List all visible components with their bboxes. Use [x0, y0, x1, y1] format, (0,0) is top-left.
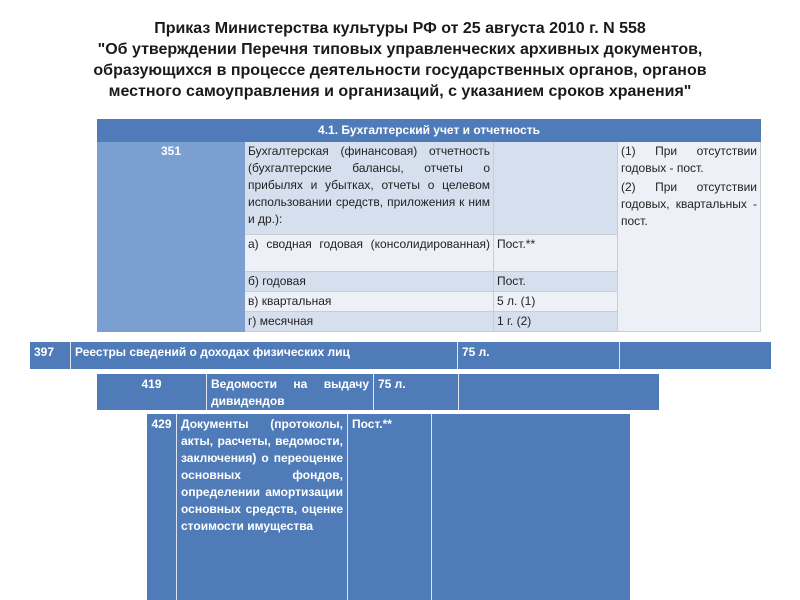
row-monthly-label: г) месячная — [245, 312, 494, 332]
page-title — [20, 18, 780, 102]
title-line-3: образующихся в процессе деятельности государственных органов, органов — [93, 62, 707, 79]
row-419-number: 419 — [97, 374, 207, 410]
row-consolidated-label: а) сводная годовая (консолидированная) — [245, 235, 494, 272]
row-419 — [97, 374, 659, 410]
row-397-term: 75 л. — [458, 342, 620, 369]
row-419-notes — [459, 374, 659, 410]
row-annual-label: б) годовая — [245, 272, 494, 292]
item-number-351: 351 — [98, 142, 245, 332]
row-429-notes — [432, 414, 630, 600]
note-1: (1) При отсутствии годовых - пост. — [621, 144, 758, 175]
row-419-term: 75 л. — [374, 374, 459, 410]
row-429-term: Пост.** — [348, 414, 432, 600]
row-quarterly-label: в) квартальная — [245, 292, 494, 312]
row-397-notes — [620, 342, 771, 369]
row-monthly-term: 1 г. (2) — [494, 312, 618, 332]
note-2: (2) При отсутствии годовых, квартальных - пост. — [621, 180, 758, 228]
row-397-number: 397 — [30, 342, 71, 369]
item-351-term-empty — [494, 142, 618, 235]
row-429 — [147, 414, 630, 600]
row-397-description: Реестры сведений о доходах физических лиц — [71, 342, 458, 369]
title-line-1: Приказ Министерства культуры РФ от 25 августа 2010 г. N 558 — [154, 20, 646, 37]
title-line-4: местного самоуправления и организаций, с указанием сроков хранения" — [108, 83, 692, 100]
title-line-2: "Об утверждении Перечня типовых управленческих архивных документов, — [97, 41, 703, 58]
accounting-table — [97, 119, 761, 332]
row-429-description: Документы (протоколы, акты, расчеты, ведомости, заключения) о переоценке основных фондов, определении амортизации основных средств, оценке стоимости имущества — [177, 414, 348, 600]
row-429-number: 429 — [147, 414, 177, 600]
item-351-notes — [618, 142, 761, 332]
section-header: 4.1. Бухгалтерский учет и отчетность — [98, 120, 761, 142]
item-351-description: Бухгалтерская (финансовая) отчетность (бухгалтерские балансы, отчеты о прибылях и убытках, отчеты о целевом использовании средств, приложения к ним и др.): — [245, 142, 494, 235]
row-397 — [30, 342, 771, 369]
row-consolidated-term: Пост.** — [494, 235, 618, 272]
row-quarterly-term: 5 л. (1) — [494, 292, 618, 312]
row-annual-term: Пост. — [494, 272, 618, 292]
row-419-description: Ведомости на выдачу дивидендов — [207, 374, 374, 410]
